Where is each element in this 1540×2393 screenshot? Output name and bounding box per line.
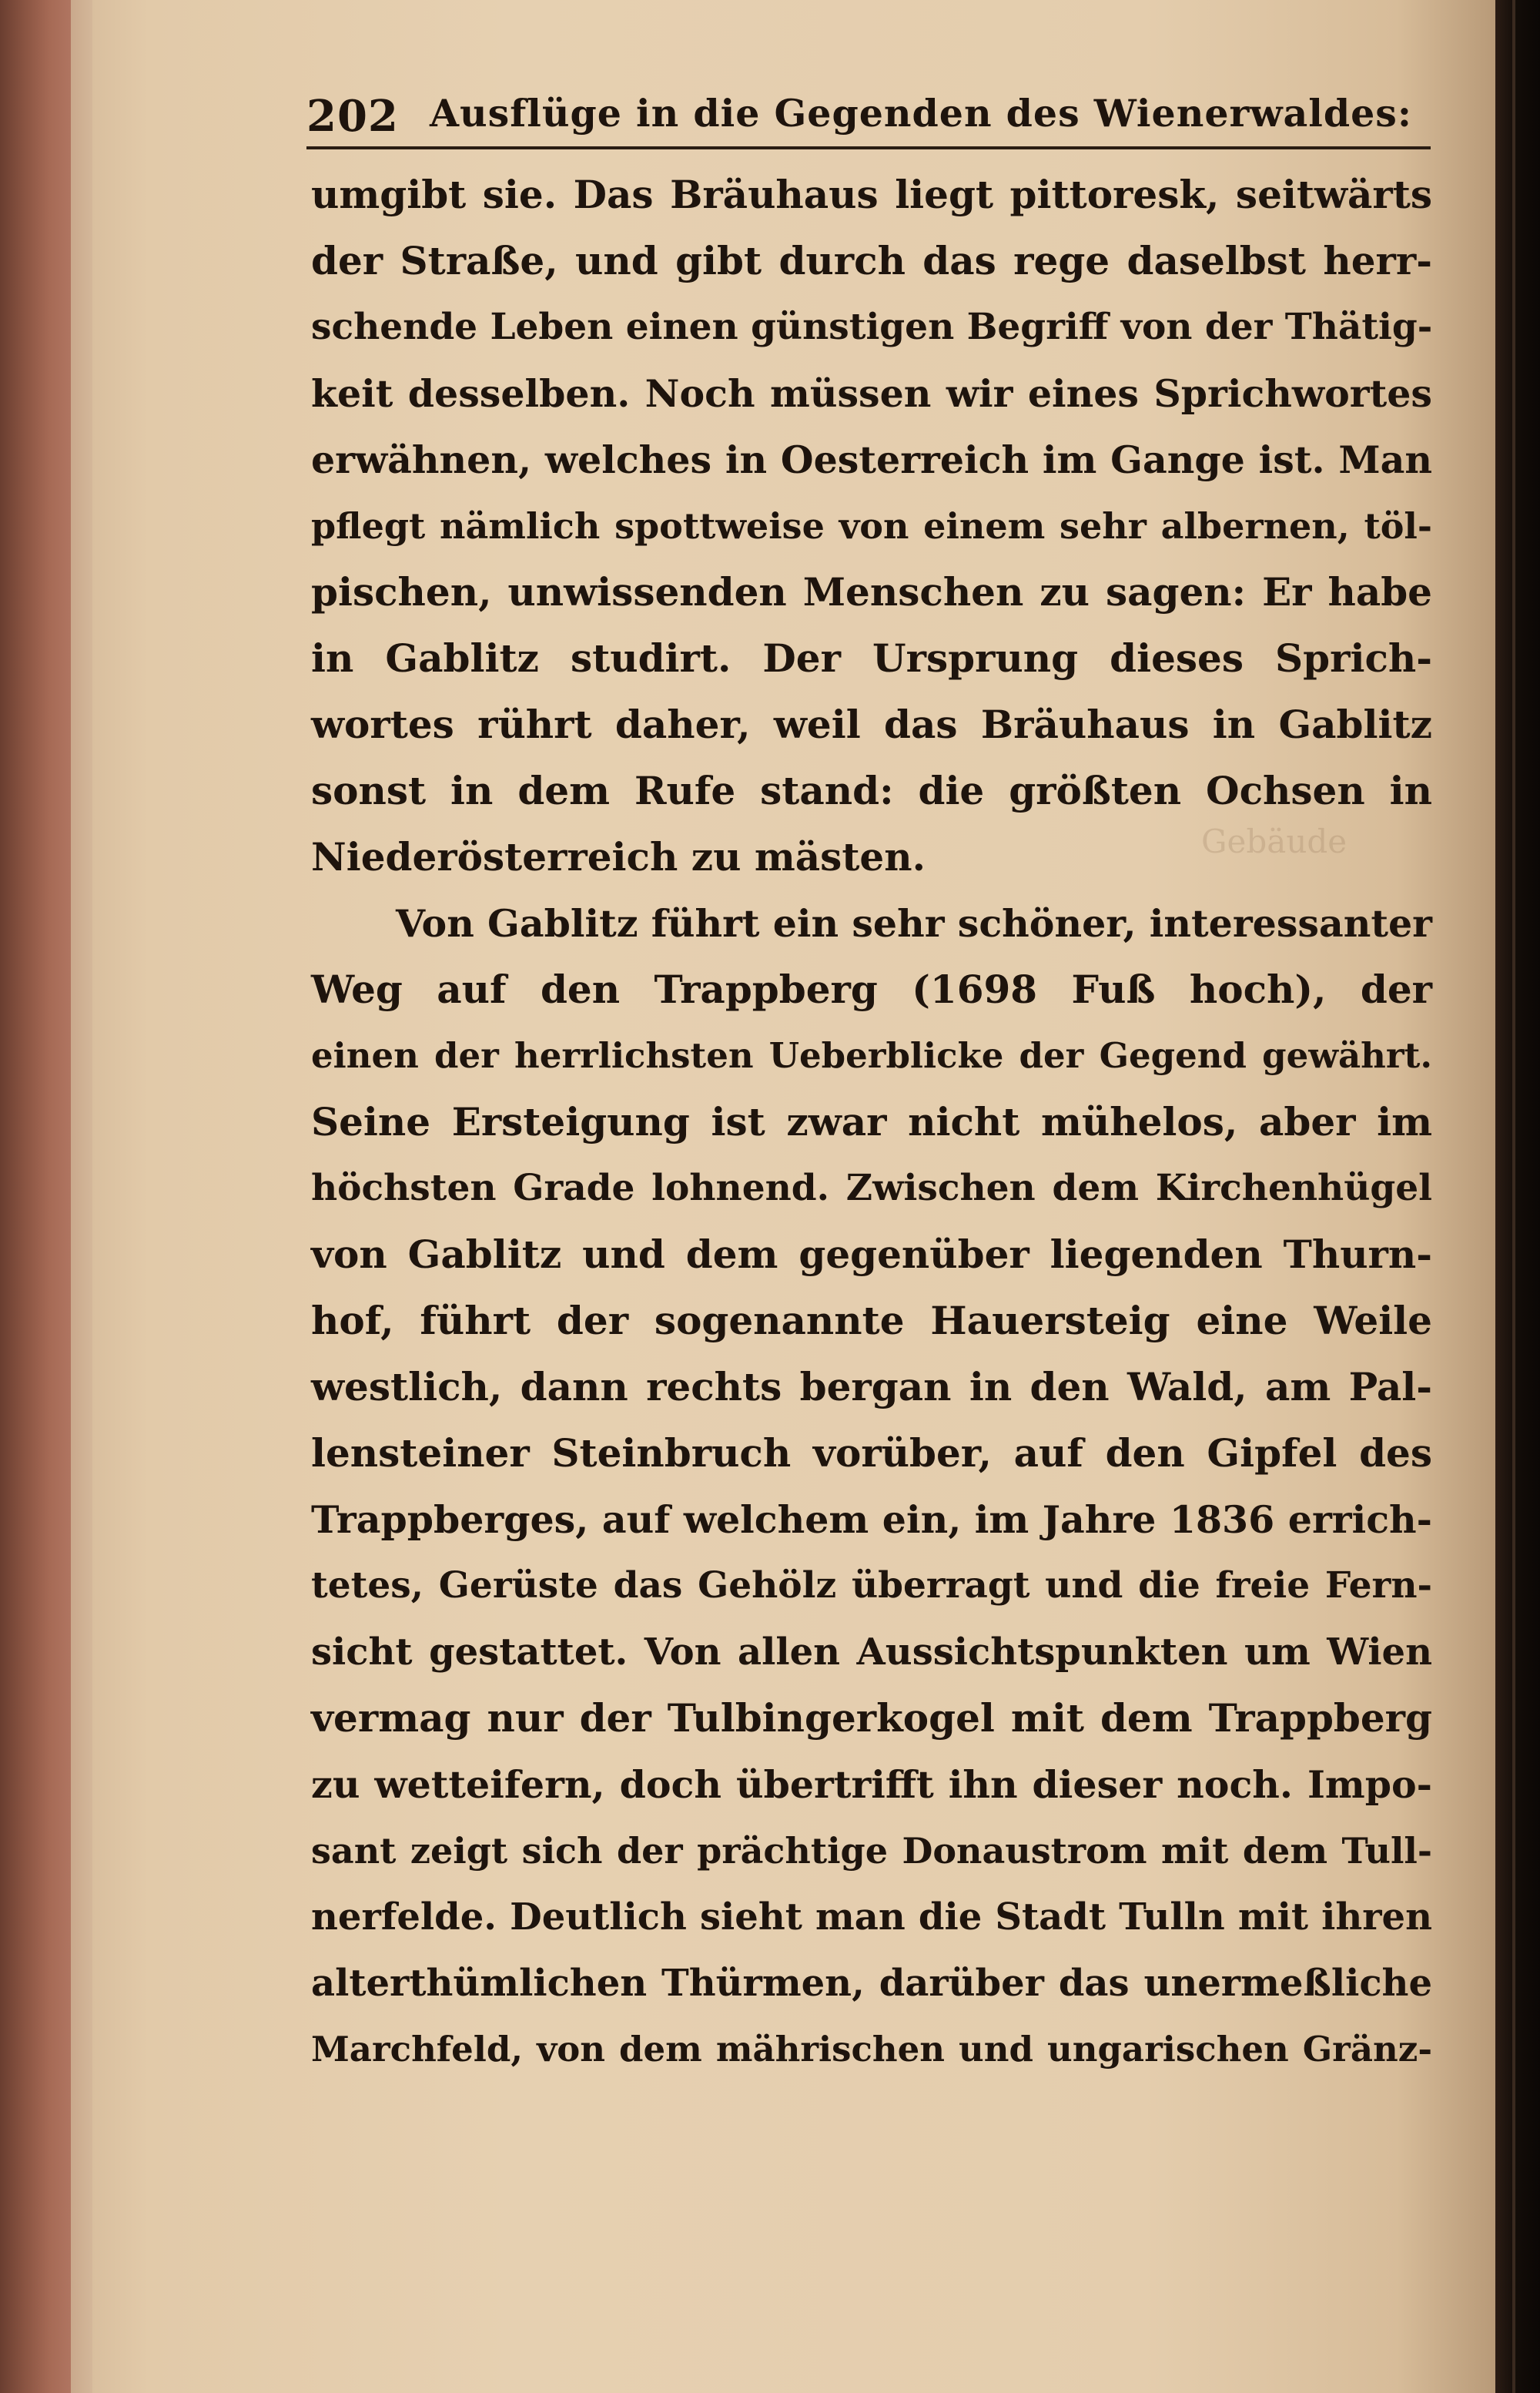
text-line: keit desselben. Noch müssen wir eines Sprichwortes <box>311 371 1432 416</box>
text-line: in Gablitz studirt. Der Ursprung dieses Sprich- <box>311 635 1432 681</box>
page-number: 202 <box>306 91 399 142</box>
text-line: Niederösterreich zu mästen. <box>311 834 926 880</box>
text-line: schende Leben einen günstigen Begriff von der Thätig- <box>311 306 1433 348</box>
text-line: von Gablitz und dem gegenüber liegenden Thurn- <box>311 1232 1432 1277</box>
text-line: vermag nur der Tulbingerkogel mit dem Trappberg <box>311 1695 1432 1741</box>
text-line: zu wetteifern, doch übertrifft ihn dieser noch. Impo- <box>311 1762 1432 1807</box>
running-title: Ausflüge in die Gegenden des Wienerwaldes: <box>430 91 1412 136</box>
text-line: wortes rührt daher, weil das Bräuhaus in Gablitz <box>311 702 1432 747</box>
text-line: Seine Ersteigung ist zwar nicht mühelos, aber im <box>311 1099 1432 1145</box>
text-line: der Straße, und gibt durch das rege daselbst herr- <box>311 238 1432 283</box>
text-line: sicht gestattet. Von allen Aussichtspunkten um Wien <box>311 1631 1432 1674</box>
text-line: Weg auf den Trappberg (1698 Fuß hoch), der <box>311 967 1432 1012</box>
text-line: einen der herrlichsten Ueberblicke der Gegend gewährt. <box>311 1035 1432 1076</box>
text-line: Marchfeld, von dem mährischen und ungarischen Gränz- <box>311 2029 1432 2070</box>
text-line: alterthümlichen Thürmen, darüber das unermeßliche <box>311 1962 1432 2005</box>
text-line: höchsten Grade lohnend. Zwischen dem Kirchenhügel <box>311 1167 1432 1209</box>
text-line: tetes, Gerüste das Gehölz überragt und die freie Fern- <box>311 1564 1432 1607</box>
text-line: sonst in dem Rufe stand: die größten Ochsen in <box>311 768 1432 813</box>
paragraph-first-line: Von Gablitz führt ein sehr schöner, interessanter <box>396 901 1432 946</box>
text-line: nerfelde. Deutlich sieht man die Stadt Tulln mit ihren <box>311 1895 1432 1939</box>
header-rule <box>306 146 1431 149</box>
text-line: pischen, unwissenden Menschen zu sagen: Er habe <box>311 569 1432 615</box>
text-line: sant zeigt sich der prächtige Donaustrom mit dem Tull- <box>311 1830 1432 1872</box>
text-line: lensteiner Steinbruch vorüber, auf den Gipfel des <box>311 1430 1432 1476</box>
book-cover-edge <box>1495 0 1540 2393</box>
reverse-side-show-through: Gebäude <box>1201 823 1348 860</box>
cover-edge-line <box>1512 0 1515 2393</box>
text-line: westlich, dann rechts bergan in den Wald, am Pal- <box>311 1364 1432 1409</box>
text-line: umgibt sie. Das Bräuhaus liegt pittoresk, seitwärts <box>311 172 1432 217</box>
text-line: erwähnen, welches in Oesterreich im Gange ist. Man <box>311 437 1432 482</box>
page-header <box>306 85 1431 154</box>
book-binding-edge <box>0 0 71 2393</box>
text-line: Trappberges, auf welchem ein, im Jahre 1836 errich- <box>311 1497 1432 1542</box>
text-line: pflegt nämlich spottweise von einem sehr albernen, töl- <box>311 505 1432 547</box>
text-line: hof, führt der sogenannte Hauersteig eine Weile <box>311 1298 1432 1343</box>
